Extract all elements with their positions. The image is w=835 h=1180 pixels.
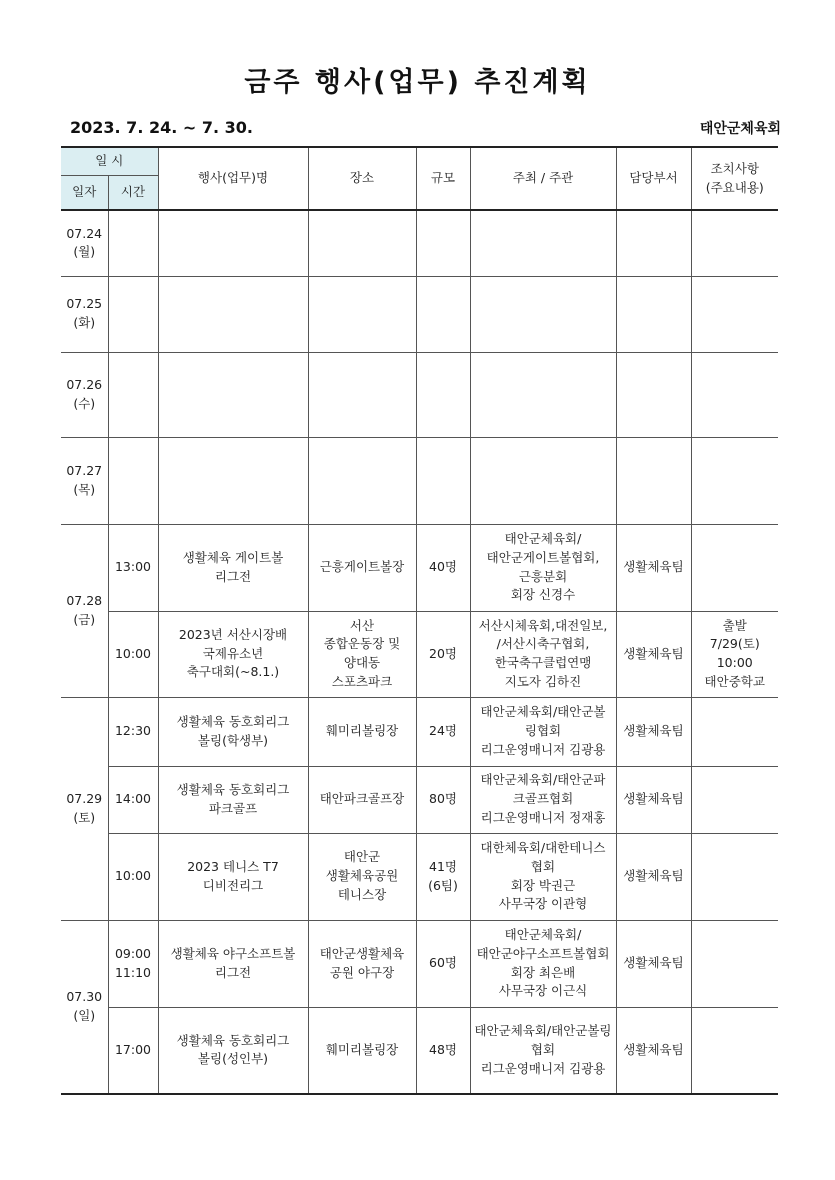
event-dept: 생활체육팀	[616, 766, 691, 833]
event-name: 생활체육 동호회리그 파크골프	[158, 766, 308, 833]
weekday: (월)	[73, 244, 96, 260]
header-action-line2: (주요내용)	[705, 179, 764, 195]
table-row	[61, 697, 778, 766]
event-scale: 60명	[416, 920, 470, 1007]
date-cell	[61, 276, 108, 352]
event-place: 태안군 생활체육공원 테니스장	[308, 833, 416, 920]
header-action	[691, 147, 778, 210]
weekday: (수)	[73, 395, 96, 411]
event-place: 훼미리볼링장	[308, 1007, 416, 1094]
table-row	[61, 437, 778, 524]
weekday: (일)	[73, 1007, 96, 1023]
event-scale: 20명	[416, 611, 470, 697]
date-cell	[61, 920, 108, 1094]
event-dept: 생활체육팀	[616, 833, 691, 920]
date-cell	[61, 697, 108, 920]
date-value: 07.29	[66, 790, 103, 806]
header-date: 일자	[61, 175, 108, 210]
header-host: 주최 / 주관	[470, 147, 616, 210]
table-row	[61, 766, 778, 833]
event-place: 태안군생활체육 공원 야구장	[308, 920, 416, 1007]
event-dept: 생활체육팀	[616, 697, 691, 766]
event-place: 근흥게이트볼장	[308, 524, 416, 611]
table-row	[61, 210, 778, 276]
header-scale: 규모	[416, 147, 470, 210]
event-name: 생활체육 동호회리그 볼링(학생부)	[158, 697, 308, 766]
date-value: 07.27	[66, 462, 103, 478]
event-place: 태안파크골프장	[308, 766, 416, 833]
event-name: 생활체육 야구소프트볼 리그전	[158, 920, 308, 1007]
event-time: 17:00	[108, 1007, 158, 1094]
weekday: (토)	[73, 809, 96, 825]
event-scale: 48명	[416, 1007, 470, 1094]
event-time: 12:30	[108, 697, 158, 766]
event-host: 태안군체육회/태안군파 크골프협회 리그운영매니저 정재홍	[470, 766, 616, 833]
event-time: 10:00	[108, 833, 158, 920]
weekday: (화)	[73, 315, 96, 330]
table-row	[61, 1007, 778, 1094]
event-name: 생활체육 게이트볼 리그전	[158, 524, 308, 611]
event-host: 태안군체육회/ 태안군야구소프트볼협회 회장 최은배 사무국장 이근식	[470, 920, 616, 1007]
event-host: 태안군체육회/태안군볼 링협회 리그운영매니저 김광용	[470, 697, 616, 766]
event-time: 14:00	[108, 766, 158, 833]
header-dept: 담당부서	[616, 147, 691, 210]
event-place: 훼미리볼링장	[308, 697, 416, 766]
table-row	[61, 524, 778, 611]
weekday: (목)	[73, 481, 96, 497]
event-host: 대한체육회/대한테니스 협회 회장 박권근 사무국장 이관형	[470, 833, 616, 920]
date-value: 07.25	[66, 296, 103, 312]
header-time: 시간	[108, 175, 158, 210]
header-event: 행사(업무)명	[158, 147, 308, 210]
event-dept: 생활체육팀	[616, 920, 691, 1007]
table-row	[61, 833, 778, 920]
date-value: 07.24	[66, 225, 103, 241]
event-host: 태안군체육회/태안군볼링 협회 리그운영매니저 김광용	[470, 1007, 616, 1094]
event-time: 10:00	[108, 611, 158, 697]
date-cell	[61, 437, 108, 524]
date-cell	[61, 210, 108, 276]
date-cell	[61, 524, 108, 697]
date-cell	[61, 352, 108, 437]
event-note: 출발 7/29(토) 10:00 태안중학교	[691, 611, 778, 697]
period-range: 2023. 7. 24. ~ 7. 30.	[70, 118, 253, 137]
event-scale: 40명	[416, 524, 470, 611]
header-place: 장소	[308, 147, 416, 210]
table-row	[61, 920, 778, 1007]
event-time: 13:00	[108, 524, 158, 611]
event-dept: 생활체육팀	[616, 524, 691, 611]
header-row-1	[61, 147, 778, 175]
table-row	[61, 611, 778, 697]
event-dept: 생활체육팀	[616, 1007, 691, 1094]
table-row	[61, 352, 778, 437]
page-title: 금주 행사(업무) 추진계획	[244, 67, 591, 98]
event-place: 서산 종합운동장 및 양대동 스포츠파크	[308, 611, 416, 697]
header-datetime: 일 시	[61, 147, 158, 175]
event-scale: 80명	[416, 766, 470, 833]
event-scale: 24명	[416, 697, 470, 766]
event-host: 서산시체육회,대전일보, /서산시축구협회, 한국축구클럽연맹 지도자 김하진	[470, 611, 616, 697]
event-time: 09:00 11:10	[108, 920, 158, 1007]
event-dept: 생활체육팀	[616, 611, 691, 697]
event-host: 태안군체육회/ 태안군게이트볼협회, 근흥분회 회장 신경수	[470, 524, 616, 611]
event-scale: 41명 (6팀)	[416, 833, 470, 920]
event-name: 2023년 서산시장배 국제유소년 축구대회(~8.1.)	[158, 611, 308, 697]
schedule-table	[61, 146, 778, 1095]
event-name: 생활체육 동호회리그 볼링(성인부)	[158, 1007, 308, 1094]
date-value: 07.28	[66, 592, 103, 608]
date-value: 07.30	[66, 989, 103, 1004]
header-action-line1: 조치사항	[710, 160, 759, 176]
date-value: 07.26	[66, 376, 103, 392]
organization-name: 태안군체육회	[699, 121, 781, 137]
weekday: (금)	[73, 611, 96, 627]
event-name: 2023 테니스 T7 디비전리그	[158, 833, 308, 920]
table-row	[61, 276, 778, 352]
